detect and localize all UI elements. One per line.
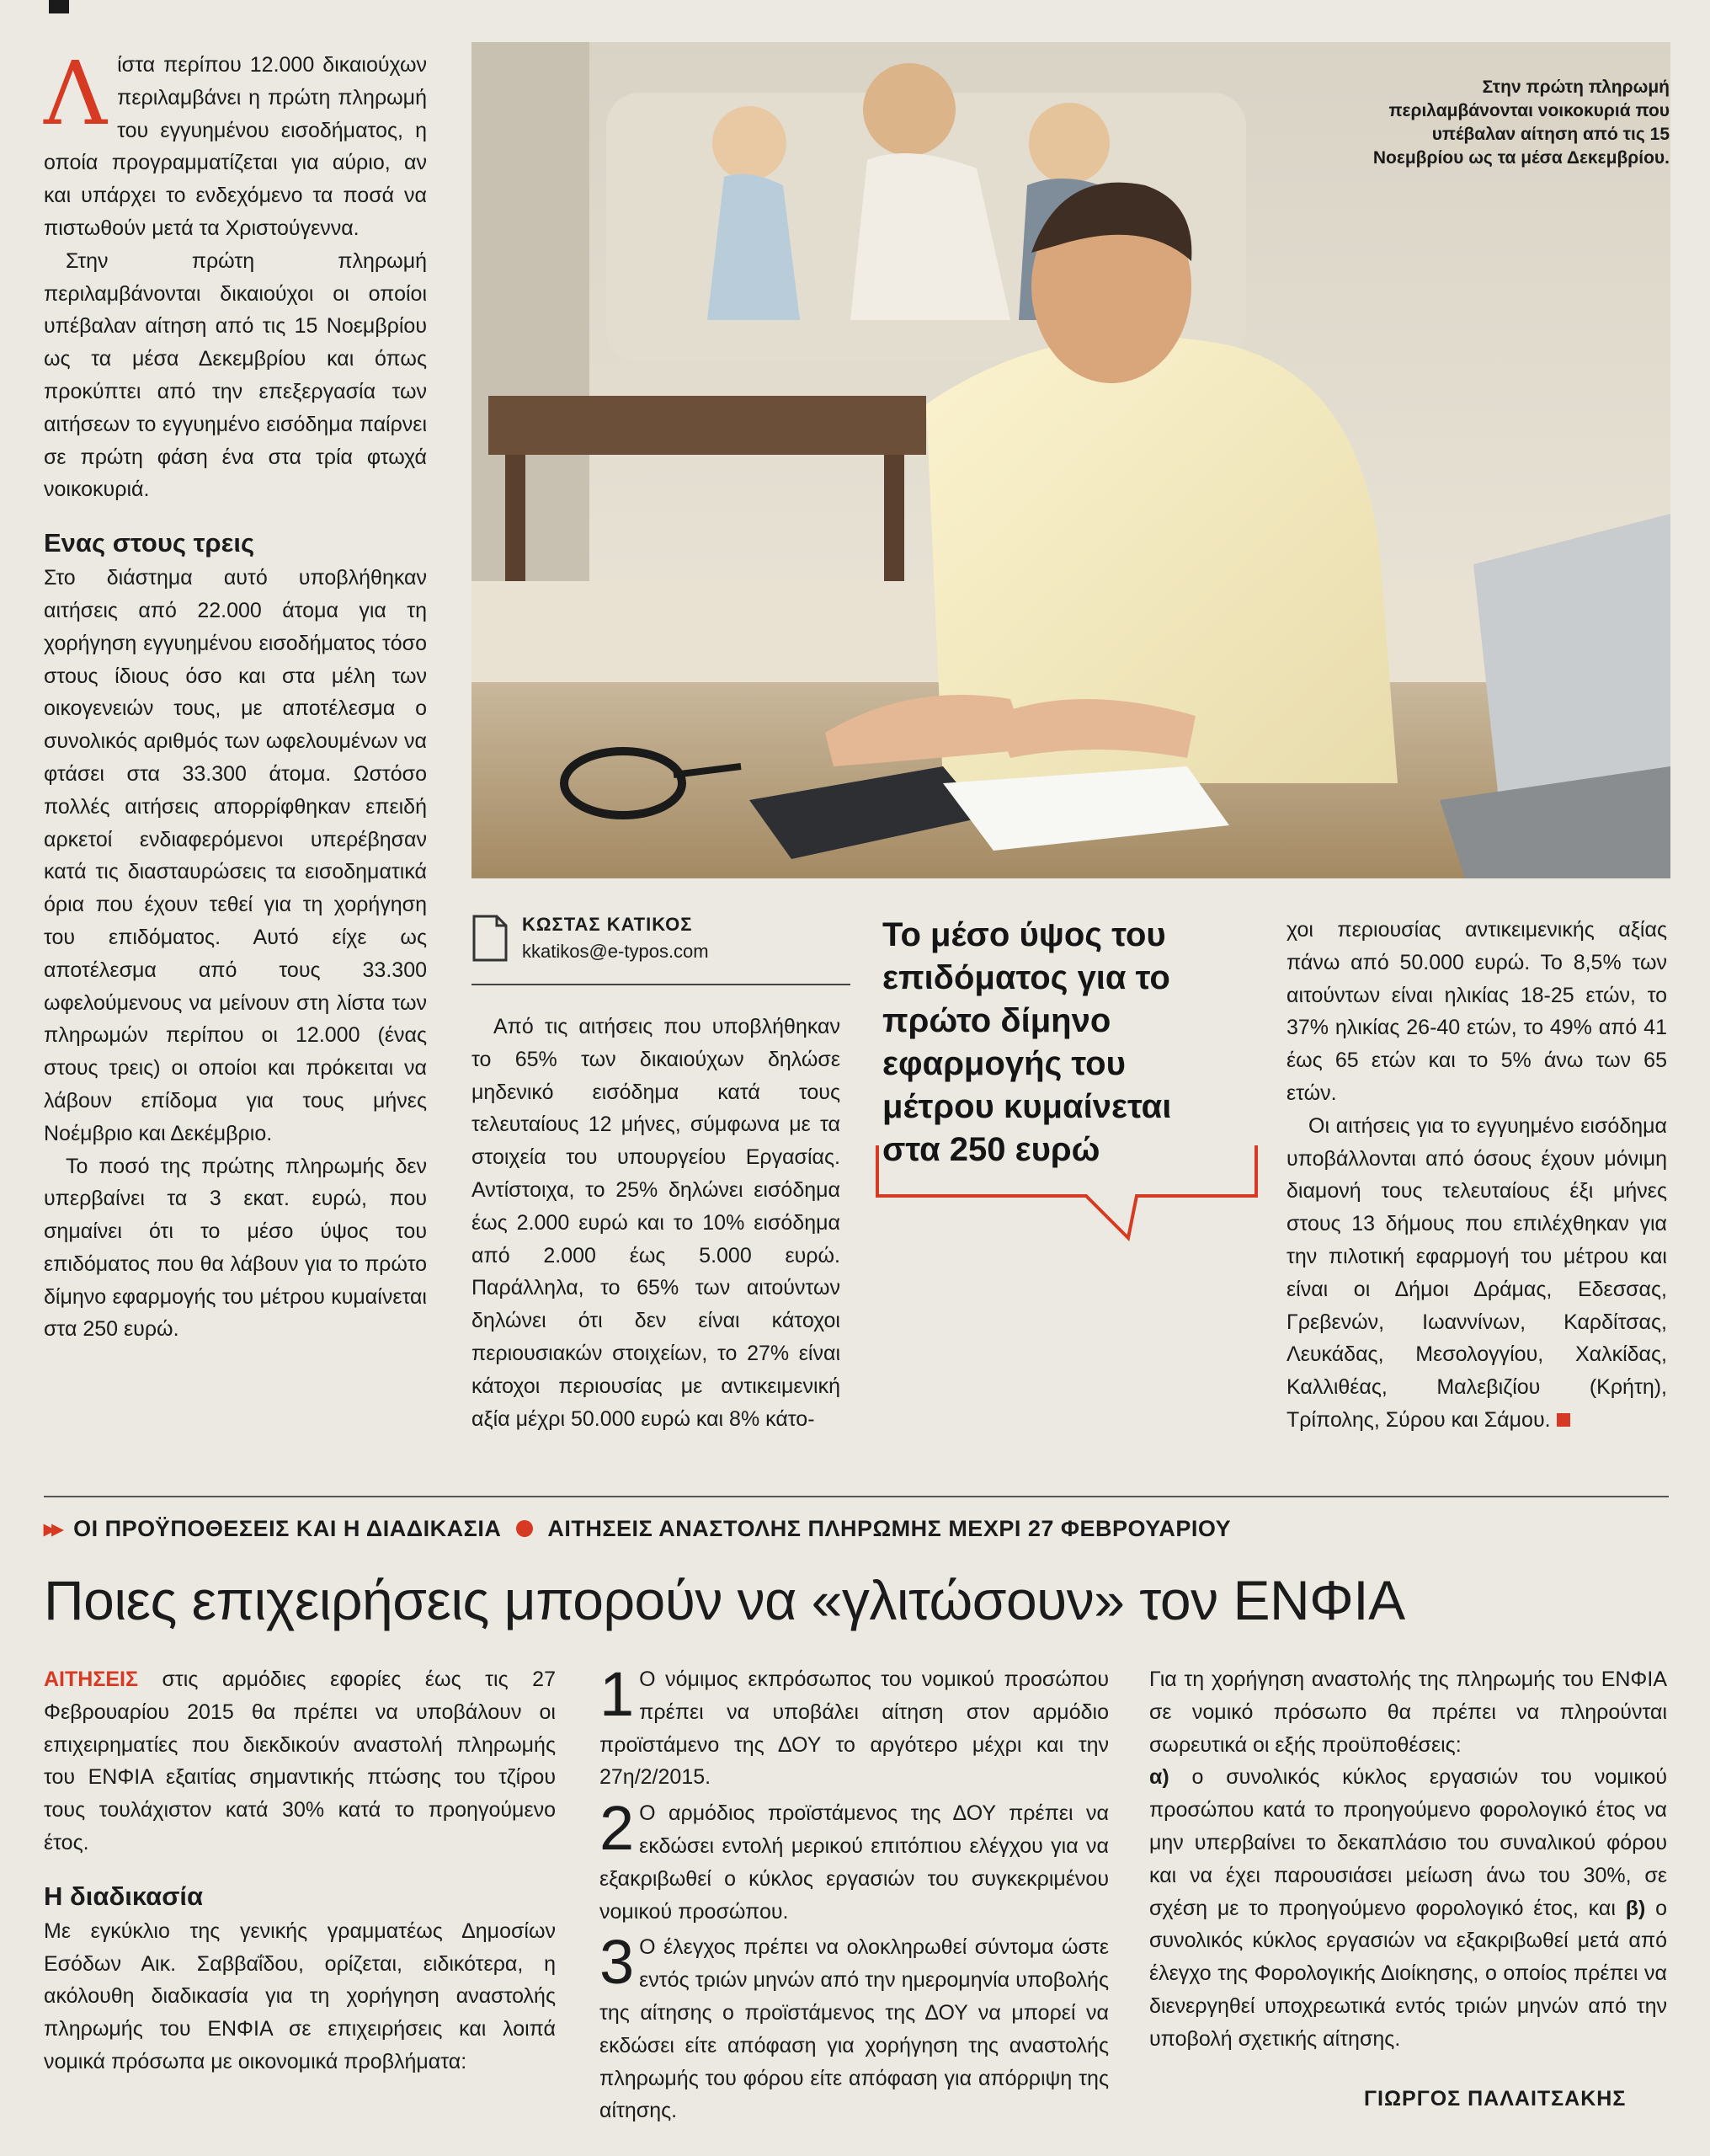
kicker-dot: [516, 1520, 533, 1537]
paragraph-7: [1286, 1110, 1667, 1437]
lead-word: ΑΙΤΗΣΕΙΣ: [44, 1668, 138, 1691]
enfia-author: ΓΙΩΡΓΟΣ ΠΑΛΑΙΤΣΑΚΗΣ: [1364, 2087, 1627, 2111]
conditions-list: [1149, 1761, 1667, 2055]
kicker-part-2: ΑΙΤΗΣΕΙΣ ΑΝΑΣΤΟΛΗΣ ΠΛΗΡΩΜΗΣ ΜΕΧΡΙ 27 ΦΕΒΡΟΥΑΡΙΟΥ: [547, 1516, 1232, 1541]
header-fragment: [49, 0, 69, 13]
paragraph-3: Στο διάστημα αυτό υποβλήθηκαν αιτήσεις από 22.000 άτομα για τη χορήγηση εγγυημένου εισοδήματος τόσο στους ίδιους όσο και στα μέλη των οικογενειών τους, με αποτέλεσμα ο συνολικός αριθμός των ωφελουμένων να φτάσει στα 33.300 άτομα. Ωστόσο πολλές αιτήσεις απορρίφθηκαν επειδή αρκετοί ενδιαφερόμενοι υπερέβησαν κατά τις διασταυρώσεις τα εισοδηματικά όρια που έχουν τεθεί για τη χορήγηση του επιδόματος. Αυτό είχε ως αποτέλεσμα από τους 33.300 ωφελούμενους να μείνουν στη λίστα των πληρωμών περίπου οι 12.000 (ένας στους τρεις) οι οποίοι και πρόκειται να λάβουν επίδομα για τους μήνες Νοέμβριο και Δεκέμβριο.: [44, 566, 427, 1145]
step-text: Ο έλεγχος πρέπει να ολοκληρωθεί σύντομα ώστε εντός τριών μηνών από την ημερομηνία υποβολής της αίτησης ο προϊστάμενος της ΔΟΥ να μπορεί να εκδώσει είτε απόφαση για χορήγηση της αναστολής πληρωμής του φόρου είτε απόφαση για απόρριψη της αίτησης.: [599, 1935, 1109, 2123]
enfia-kicker: [44, 1516, 1231, 1542]
conditions-intro: Για τη χορήγηση αναστολής της πληρωμής του ΕΝΦΙΑ σε νομικό πρόσωπο θα πρέπει να πληρούνται σωρευτικά οι εξής προϋποθέσεις:: [1149, 1668, 1667, 1757]
condition-a: ο συνολικός κύκλος εργασιών του νομικού προσώπου κατά το προηγούμενο φορολογικό έτος να μην υπερβαίνει το δεκαπλάσιο του συναλικού φόρου και να έχει παρουσιάσει μείωση άνω του 30%, σε σχέση με το προηγούμενο φορολογικό έτος, και: [1149, 1765, 1667, 1920]
enfia-column-3: [1149, 1663, 1667, 2056]
step-1: [599, 1659, 1109, 1794]
article-left-column: [44, 42, 427, 1346]
enfia-column-1: [44, 1663, 556, 2079]
author-name: ΚΩΣΤΑΣ ΚΑΤΙΚΟΣ: [522, 914, 693, 935]
enfia-headline: Ποιες επιχειρήσεις μπορούν να «γλιτώσουν» τον ΕΝΦΙΑ: [44, 1569, 1405, 1631]
condition-b: ο συνολικός κύκλος εργασιών να εξακριβωθεί μετά από έλεγχο της Φορολογικής Διοίκησης, ο οποίος πρέπει να διενεργηθεί υποχρεωτικά εντός τριών μηνών από την υποβολή σχετικής αίτησης.: [1149, 1896, 1667, 2051]
procedure-text: Με εγκύκλιο της γενικής γραμματέως Δημοσίων Εσόδων Αικ. Σαββαΐδου, ορίζεται, ειδικότερα, η ακόλουθη διαδικασία για τη χορήγηση αναστολής πληρωμής του ΕΝΦΙΑ σε επιχειρήσεις και λοιπά νομικά πρόσωπα με οικονομικά προβλήματα:: [44, 1919, 556, 2073]
paragraph-5: Από τις αιτήσεις που υποβλήθηκαν το 65% των δικαιούχων δηλώσε μηδενικό εισόδημα κατά τους τελευταίους 12 μήνες, σύμφωνα με τα στοιχεία του υπουργείου Εργασίας. Αντίστοιχα, το 25% δηλώνει εισόδημα έως 2.000 ευρώ και το 10% εισόδημα από 2.000 έως 5.000 ευρώ. Παράλληλα, το 65% των αιτούντων δηλώνει ότι δεν είναι κάτοχοι περιουσιακών στοιχείων, το 27% είναι κάτοχοι περιουσίας με αντικειμενική αξία μέχρι 50.000 ευρώ και 8% κάτο-: [471, 1015, 840, 1431]
article-right-column: [1286, 914, 1667, 1437]
step-3: [599, 1927, 1109, 2127]
step-number: 2: [599, 1793, 635, 1864]
section-divider: [44, 1496, 1669, 1497]
photo-caption: Στην πρώτη πληρωμή περιλαμβάνονται νοικοκυριά που υπέβαλαν αίτηση από τις 15 Νοεμβρίου ως τα μέσα Δεκεμβρίου.: [1372, 77, 1670, 168]
step-2: [599, 1793, 1109, 1928]
byline-rule: [471, 984, 850, 985]
condition-b-label: β): [1625, 1896, 1646, 1920]
pull-quote-bracket: [876, 1145, 1263, 1246]
step-text: Ο αρμόδιος προϊστάμενος της ΔΟΥ πρέπει να εκδώσει εντολή μερικού επιτόπιου ελέγχου για να εξακριβωθεί ο κύκλος εργασιών του συγκεκριμένου νομικού προσώπου.: [599, 1801, 1109, 1924]
subhead-procedure: Η διαδικασία: [44, 1881, 204, 1911]
end-square-icon: [1557, 1413, 1570, 1427]
author-email: kkatikos@e-typos.com: [522, 941, 709, 962]
drop-cap: Λ: [44, 42, 108, 145]
step-text: Ο νόμιμος εκπρόσωπος του νομικού προσώπου πρέπει να υποβάλει αίτηση στον αρμόδιο προϊστάμενο της ΔΟΥ το αργότερο μέχρι και την 27η/2/2015.: [599, 1668, 1109, 1790]
paragraph-7-text: Οι αιτήσεις για το εγγυημένο εισόδημα υποβάλλονται από όσους έχουν μόνιμη διαμονή τους τελευταίους έξι μήνες στους 13 δήμους που επιλέχθηκαν για την πιλοτική εφαρμογή του μέτρου και είναι οι Δήμοι Δράμας, Εδεσσας, Γρεβενών, Ιωαννίνων, Καρδίτσας, Λευκάδας, Μεσολογγίου, Χαλκίδας, Καλλιθέας, Μαλεβιζίου (Κρήτη), Τρίπολης, Σύρου και Σάμου.: [1286, 1113, 1667, 1432]
condition-a-label: α): [1149, 1765, 1169, 1790]
byline: [471, 914, 842, 963]
double-chevron-icon: ▸▸: [44, 1516, 61, 1541]
step-number: 1: [599, 1659, 635, 1729]
enfia-column-2: [599, 1659, 1109, 2131]
paragraph-2: Στην πρώτη πληρωμή περιλαμβάνονται δικαιούχοι οι οποίοι υπέβαλαν αίτηση από τις 15 Νοεμβρίου ως τα μέσα Δεκεμβρίου και όπως προκύπτει από την επεξεργασία των αιτήσεων το εγγυημένο εισόδημα παίρνει σε πρώτη φάση ένα στα τρία φτωχά νοικοκυριά.: [44, 248, 427, 502]
article-middle-column: [471, 1011, 840, 1435]
intro-paragraph: ίστα περίπου 12.000 δικαιούχων περιλαμβάνει η πρώτη πληρωμή του εγγυημένου εισοδήματος, η οποία προγραμματίζεται για αύριο, αν και υπάρχει το ενδεχόμενο τα ποσά να πιστωθούν μετά τα Χριστούγεννα.: [44, 53, 427, 240]
paragraph-6: χοι περιουσίας αντικειμενικής αξίας πάνω από 50.000 ευρώ. Το 8,5% των αιτούντων είναι ηλικίας 18-25 ετών, το 37% ηλικίας 26-40 ετών, το 49% από 41 έως 65 ετών και το 5% άνω των 65 ετών.: [1286, 918, 1667, 1105]
subhead-one-in-three: Ενας στους τρεις: [44, 528, 255, 558]
lead-text: στις αρμόδιες εφορίες έως τις 27 Φεβρουαρίου 2015 θα πρέπει να υποβάλουν οι επιχειρηματίες που διεκδικούν αναστολή πληρωμής του ΕΝΦΙΑ εξαιτίας σημαντικής πτώσης του τζίρου τους τουλάχιστον κατά 30% κατά το προηγούμενο έτος.: [44, 1668, 556, 1854]
paragraph-4: Το ποσό της πρώτης πληρωμής δεν υπερβαίνει τα 3 εκατ. ευρώ, που σημαίνει ότι το μέσο ύψος του επιδόματος που θα λάβουν για το πρώτο δίμηνο εφαρμογής του μέτρου κυμαίνεται στα 250 ευρώ.: [44, 1154, 427, 1342]
document-icon: [471, 914, 509, 963]
pull-quote: Το μέσο ύψος του επιδόματος για το πρώτο δίμηνο εφαρμογής του μέτρου κυμαίνεται στα 250 ευρώ: [882, 916, 1172, 1168]
kicker-part-1: ΟΙ ΠΡΟΫΠΟΘΕΣΕΙΣ ΚΑΙ Η ΔΙΑΔΙΚΑΣΙΑ: [73, 1516, 502, 1541]
step-number: 3: [599, 1927, 635, 1998]
